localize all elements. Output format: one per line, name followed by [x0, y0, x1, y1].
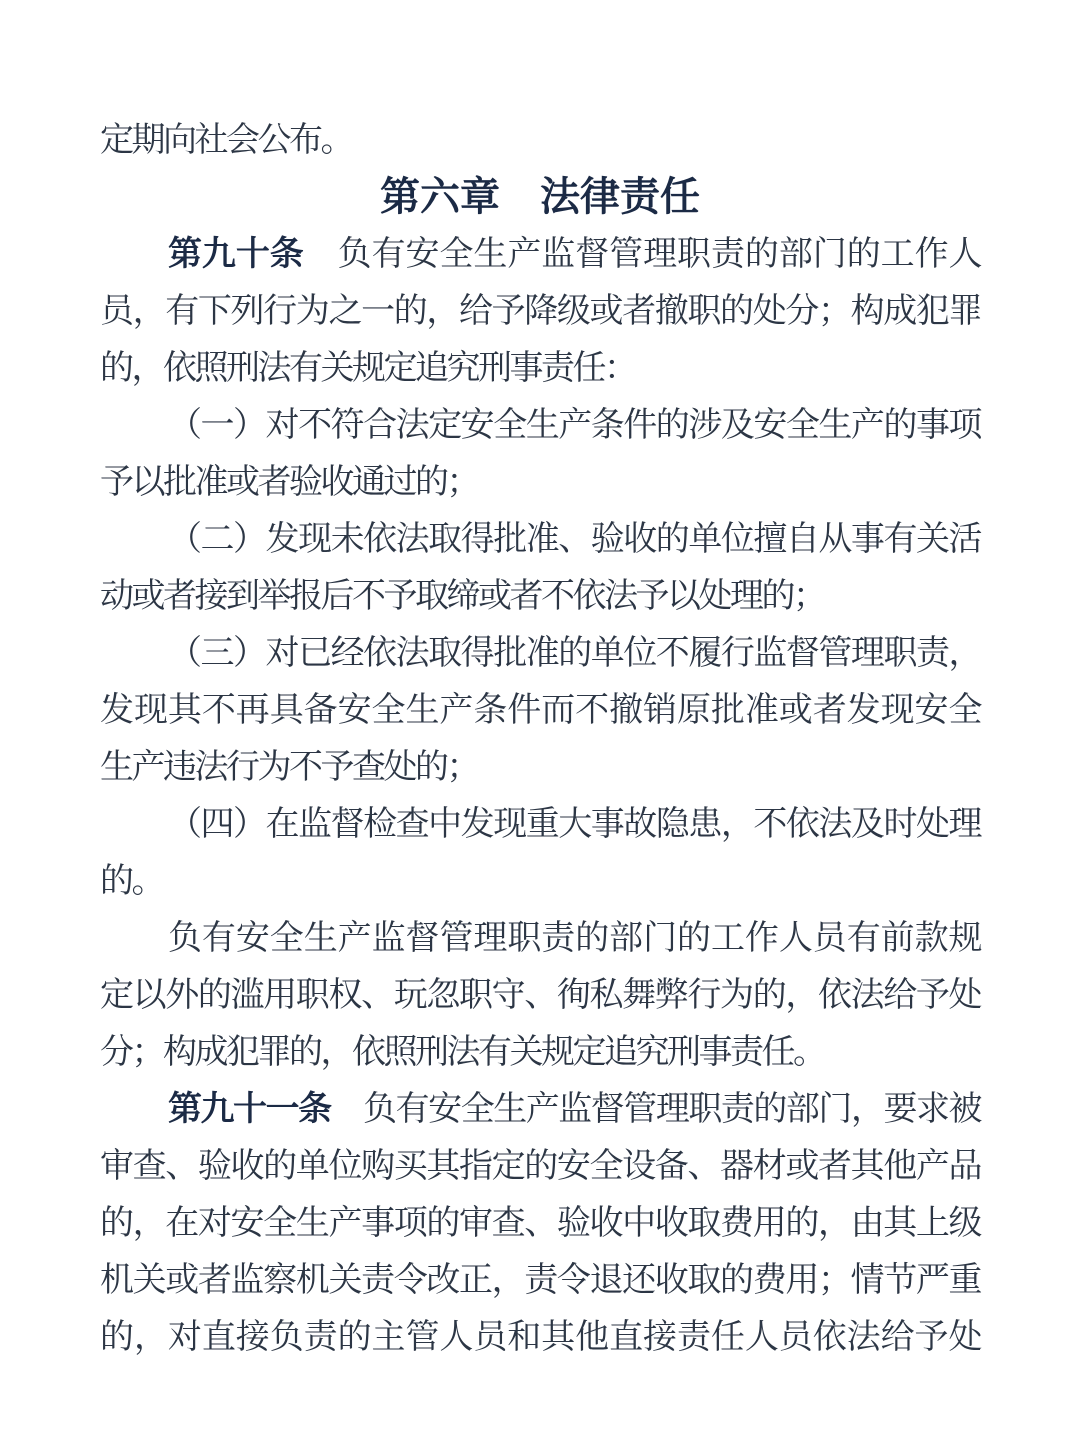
article-91-line-3: [100, 1195, 980, 1252]
article-91-line-5: [100, 1309, 980, 1366]
body-text: 员，有下列行为之一的，给予降级或者撤职的处分；构成犯罪: [100, 293, 980, 330]
document-text-content: [100, 112, 980, 1366]
body-text: 动或者接到举报后不予取缔或者不依法予以处理的；: [100, 578, 825, 615]
item-4-line-2: [100, 853, 980, 910]
emphasis-text: 第九十一条: [168, 1090, 331, 1128]
article-91-line-4: [100, 1252, 980, 1309]
body-text: 予以批准或者验收通过的；: [100, 464, 478, 501]
article-90-para-2-line-1: [100, 910, 980, 967]
body-text: （一）对不符合法定安全生产条件的涉及安全生产的事项: [168, 407, 980, 444]
item-1-line-1: [100, 397, 980, 454]
body-text: 的，对直接负责的主管人员和其他直接责任人员依法给予处: [100, 1319, 980, 1356]
body-text: （三）对已经依法取得批准的单位不履行监督管理职责，: [168, 635, 980, 672]
paragraph-continuation-line: [100, 112, 980, 169]
body-text: 定期向社会公布。: [100, 122, 352, 159]
article-90-para-2-line-2: [100, 967, 980, 1024]
item-2-line-1: [100, 511, 980, 568]
body-text: 的，依照刑法有关规定追究刑事责任：: [100, 350, 636, 387]
item-3-line-3: [100, 739, 980, 796]
body-text: 负有安全生产监督管理职责的部门，要求被: [330, 1091, 981, 1128]
item-1-line-2: [100, 454, 980, 511]
emphasis-text: 第六章 法律责任: [380, 175, 700, 219]
body-text: 的。: [100, 863, 163, 900]
article-91-line-2: [100, 1138, 980, 1195]
body-text: 的，在对安全生产事项的审查、验收中收取费用的，由其上级: [100, 1205, 980, 1242]
item-3-line-2: [100, 682, 980, 739]
body-text: 定以外的滥用职权、玩忽职守、徇私舞弊行为的，依法给予处: [100, 977, 980, 1014]
article-90-line-3: [100, 340, 980, 397]
body-text: 分；构成犯罪的，依照刑法有关规定追究刑事责任。: [100, 1034, 825, 1071]
body-text: 机关或者监察机关责令改正，责令退还收取的费用；情节严重: [100, 1262, 980, 1299]
item-2-line-2: [100, 568, 980, 625]
body-text: 负有安全生产监督管理职责的部门的工作人员有前款规: [168, 920, 980, 957]
item-4-line-1: [100, 796, 980, 853]
item-3-line-1: [100, 625, 980, 682]
emphasis-text: 第九十条: [168, 235, 304, 273]
article-90-line-1: [100, 226, 980, 283]
body-text: 生产违法行为不予查处的；: [100, 749, 478, 786]
chapter-heading: [100, 169, 980, 226]
article-91-line-1: [100, 1081, 980, 1138]
article-90-para-2-line-3: [100, 1024, 980, 1081]
body-text: （四）在监督检查中发现重大事故隐患，不依法及时处理: [168, 806, 980, 843]
body-text: （二）发现未依法取得批准、验收的单位擅自从事有关活: [168, 521, 980, 558]
article-90-line-2: [100, 283, 980, 340]
body-text: 审查、验收的单位购买其指定的安全设备、器材或者其他产品: [100, 1148, 980, 1185]
body-text: 负有安全生产监督管理职责的部门的工作人: [303, 236, 981, 273]
body-text: 发现其不再具备安全生产条件而不撤销原批准或者发现安全: [100, 692, 980, 729]
